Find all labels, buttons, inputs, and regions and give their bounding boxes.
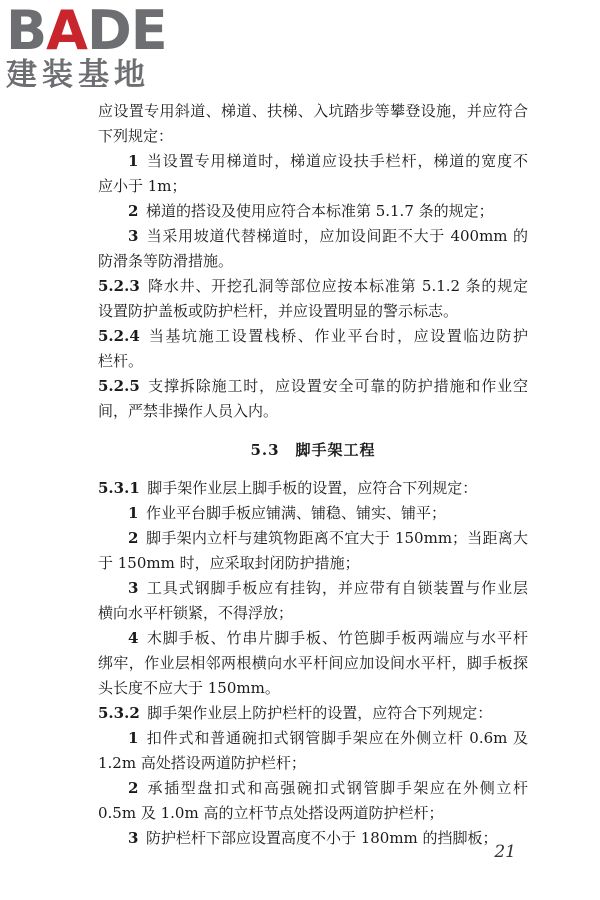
paragraph [98,99,528,149]
logo-wordmark: BADE [6,0,167,62]
text-line: 5.2.3 降水井、开挖孔洞等部位应按本标准第 5.1.2 条的规定 [98,277,528,295]
clause-paragraph [98,701,528,726]
list-item [98,726,528,776]
text-line: 5.2.4 当基坑施工设置栈桥、作业平台时，应设置临边防护 [98,327,528,345]
text-line: 2 脚手架内立杆与建筑物距离不宜大于 150mm；当距离大 [128,529,528,547]
text-line: 栏杆。 [98,352,144,370]
clause-number: 5.3.1 [98,479,148,497]
section-title: 5.3 脚手架工程 [250,441,376,459]
list-item [98,224,528,274]
list-item [98,149,528,199]
document-body [98,99,528,851]
clause-number: 2 [128,529,146,547]
clause-number: 1 [128,504,146,522]
text-line: 下列规定： [98,127,174,145]
list-item [98,776,528,826]
clause-number: 5.2.5 [98,377,148,395]
text-line: 头长度不应大于 150mm。 [98,679,280,697]
text-line: 5.2.5 支撑拆除施工时，应设置安全可靠的防护措施和作业空 [98,377,528,395]
list-item [98,826,528,851]
clause-number: 2 [128,779,146,797]
text-line: 2 梯道的搭设及使用应符合本标准第 5.1.7 条的规定； [128,202,494,220]
clause-paragraph [98,374,528,424]
text-line: 防滑条等防滑措施。 [98,252,234,270]
list-item [98,199,528,224]
clause-number: 5.2.4 [98,327,148,345]
text-line: 1.2m 高处搭设两道防护栏杆； [98,754,306,772]
text-line: 横向水平杆锁紧，不得浮放； [98,604,294,622]
text-line: 3 当采用坡道代替梯道时，应加设间距不大于 400mm 的 [128,227,528,245]
clause-number: 3 [128,579,146,597]
list-item [98,526,528,576]
text-line: 1 扣件式和普通碗扣式钢管脚手架应在外侧立杆 0.6m 及 [128,729,528,747]
text-line: 于 150mm 时，应采取封闭防护措施； [98,554,360,572]
clause-paragraph [98,324,528,374]
clause-paragraph [98,274,528,324]
clause-number: 3 [128,227,146,245]
text-line: 4 木脚手板、竹串片脚手板、竹笆脚手板两端应与水平杆 [128,629,528,647]
text-line: 0.5m 及 1.0m 高的立杆节点处搭设两道防护栏杆； [98,804,444,822]
logo-subtitle: 建装基地 [6,57,150,93]
clause-paragraph [98,476,528,501]
clause-number: 1 [128,729,146,747]
text-line: 绑牢，作业层相邻两根横向水平杆间应加设间水平杆，脚手板探 [98,654,528,672]
clause-number: 5.2.3 [98,277,148,295]
text-line: 间，严禁非操作人员入内。 [98,402,279,420]
page-number: 21 [494,842,516,862]
clause-number: 4 [128,629,146,647]
clause-number: 5.3.2 [98,704,148,722]
list-item [98,626,528,701]
text-line: 2 承插型盘扣式和高强碗扣式钢管脚手架应在外侧立杆 [128,779,528,797]
clause-number: 1 [128,152,146,170]
list-item [98,576,528,626]
text-line: 设置防护盖板或防护栏杆，并应设置明显的警示标志。 [98,302,459,320]
text-line: 应设置专用斜道、梯道、扶梯、入坑踏步等攀登设施，并应符合 [98,102,528,120]
text-line: 3 工具式钢脚手板应有挂钩，并应带有自锁装置与作业层 [128,579,528,597]
text-line: 3 防护栏杆下部应设置高度不小于 180mm 的挡脚板； [128,829,498,847]
clause-number: 3 [128,829,146,847]
text-line: 1 作业平台脚手板应铺满、铺稳、铺实、铺平； [128,504,446,522]
text-line: 5.3.2 脚手架作业层上防护栏杆的设置，应符合下列规定： [98,704,493,722]
text-line: 应小于 1m； [98,177,187,195]
text-line: 5.3.1 脚手架作业层上脚手板的设置，应符合下列规定： [98,479,478,497]
clause-number: 2 [128,202,146,220]
list-item [98,501,528,526]
text-line: 1 当设置专用梯道时，梯道应设扶手栏杆，梯道的宽度不 [128,152,528,170]
bade-logo [6,0,178,93]
